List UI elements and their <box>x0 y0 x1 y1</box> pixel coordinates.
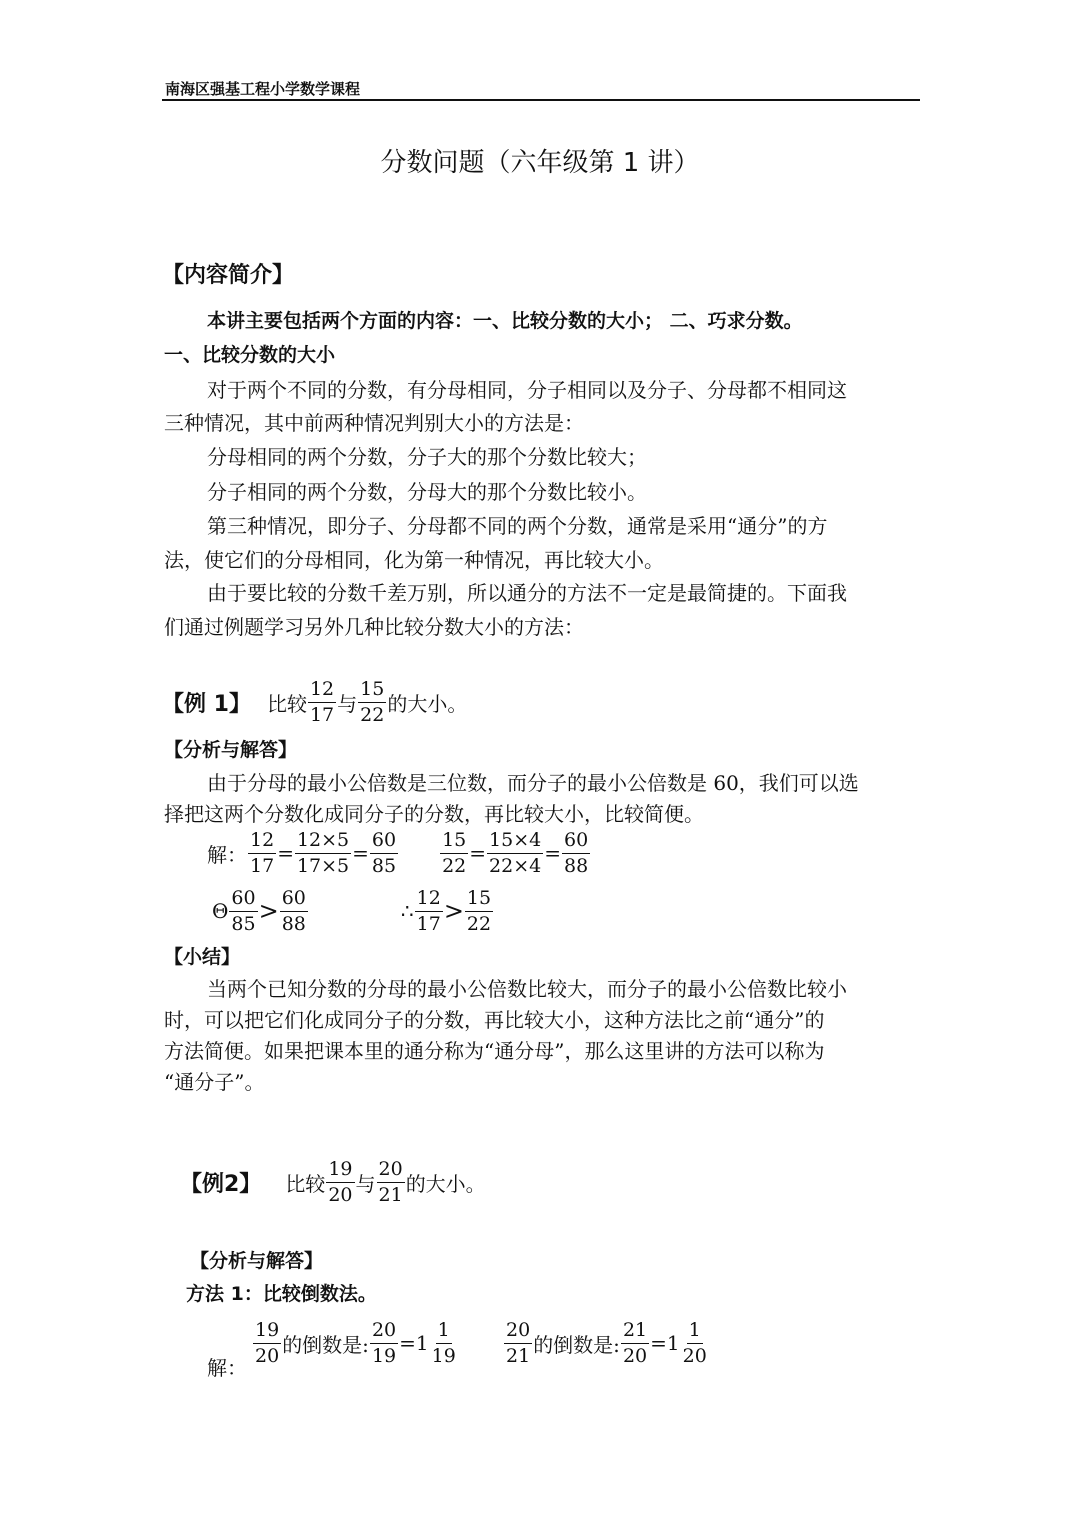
tail-text: 的大小。 <box>405 1171 486 1196</box>
fraction: $\frac{15}{22}$ <box>442 828 467 877</box>
greater-sign: > <box>443 897 464 925</box>
paragraph: 方法简便。如果把课本里的通分称为“通分母”，那么这里讲的方法可以称为 <box>164 1039 825 1063</box>
paragraph: 第三种情况，即分子、分母都不同的两个分数，通常是采用“通分”的方 <box>207 514 828 538</box>
paragraph: 择把这两个分数化成同分子的分数，再比较大小，比较简便。 <box>164 802 704 826</box>
paragraph: 法，使它们的分母相同，化为第一种情况，再比较大小。 <box>164 548 664 572</box>
paragraph: 当两个已知分数的分母的最小公倍数比较大，而分子的最小公倍数比较小 <box>207 977 847 1001</box>
fraction: $\frac{1}{20}$ <box>682 1318 707 1367</box>
solution-label: 解： <box>207 1356 247 1380</box>
fraction: $\frac{60}{88}$ <box>281 886 306 935</box>
paragraph: 们通过例题学习另外几种比较分数大小的方法： <box>164 615 584 639</box>
fraction: $\frac{12\times 5}{17\times 5}$ <box>296 828 350 877</box>
example1-analysis-heading: 【分析与解答】 <box>164 739 298 761</box>
fraction: $\frac{21}{20}$ <box>622 1318 648 1367</box>
fraction: $\frac{15\times 4}{22\times 4}$ <box>489 828 542 877</box>
fraction: $\frac{60}{85}$ <box>231 886 256 935</box>
whole-number: 1 <box>415 1331 429 1355</box>
fraction: $\frac{1}{19}$ <box>431 1318 456 1367</box>
equals-sign: = <box>544 841 561 865</box>
equals-sign: = <box>650 1331 667 1355</box>
paragraph: 由于要比较的分数千差万别，所以通分的方法不一定是最简捷的。下面我 <box>207 581 847 605</box>
reciprocal-text: 的倒数是: <box>533 1332 620 1357</box>
equals-sign: = <box>399 1331 416 1355</box>
tail-text: 的大小。 <box>387 691 468 716</box>
method1-heading: 方法 1：比较倒数法。 <box>186 1283 377 1305</box>
compare-word: 比较 <box>285 1171 326 1196</box>
equals-sign: = <box>352 841 369 865</box>
fraction: $\frac{15}{22}$ <box>466 886 492 935</box>
reciprocal-text: 的倒数是: <box>282 1332 369 1357</box>
intro-heading: 【内容简介】 <box>162 263 295 288</box>
solution-label: 解： <box>207 842 247 867</box>
fraction: $\frac{19}{20}$ <box>255 1318 280 1367</box>
paragraph: 由于分母的最小公倍数是三位数，而分子的最小公倍数是 60，我们可以选 <box>207 771 859 795</box>
header-rule <box>162 99 920 101</box>
fraction: $\frac{12}{17}$ <box>416 886 441 935</box>
reciprocal-row-1 <box>252 1318 459 1368</box>
greater-sign: > <box>258 897 279 925</box>
course-header: 南海区强基工程小学数学课程 <box>165 80 361 98</box>
paragraph: “通分子”。 <box>164 1070 265 1094</box>
therefore-symbol: ∴ <box>400 899 414 923</box>
fraction: $\frac{12}{17}$ <box>250 828 275 877</box>
example1-title <box>162 676 467 728</box>
fraction: $\frac{12}{17}$ <box>309 677 335 726</box>
compare-word: 比较 <box>266 691 307 716</box>
page-title: 分数问题（六年级第 1 讲） <box>380 148 700 178</box>
fraction: $\frac{20}{21}$ <box>378 1157 403 1206</box>
reciprocal-row-2 <box>503 1318 710 1368</box>
section1-heading: 一、比较分数的大小 <box>164 344 336 366</box>
paragraph: 时，可以把它们化成同分子的分数，再比较大小，这种方法比之前“通分”的 <box>164 1008 825 1032</box>
fraction: $\frac{60}{88}$ <box>564 828 589 877</box>
example2-analysis-heading: 【分析与解答】 <box>190 1250 324 1272</box>
example1-solution-row <box>207 828 591 878</box>
equals-sign: = <box>277 841 294 865</box>
and-word: 与 <box>337 691 358 716</box>
fraction: $\frac{60}{85}$ <box>371 828 397 877</box>
fraction: $\frac{20}{19}$ <box>371 1318 397 1367</box>
fraction: $\frac{20}{21}$ <box>506 1318 531 1367</box>
intro-summary: 本讲主要包括两个方面的内容：一、比较分数的大小； 二、巧求分数。 <box>207 310 803 332</box>
fraction: $\frac{19}{20}$ <box>328 1157 353 1206</box>
and-word: 与 <box>355 1171 376 1196</box>
example1-conclusion-row <box>212 886 494 936</box>
example2-title <box>180 1156 486 1208</box>
example2-label: 【例2】 <box>180 1171 262 1197</box>
paragraph: 分母相同的两个分数，分子大的那个分数比较大； <box>207 445 647 469</box>
whole-number: 1 <box>666 1331 680 1355</box>
equals-sign: = <box>469 841 487 865</box>
paragraph: 分子相同的两个分数，分母大的那个分数比较小。 <box>207 480 647 504</box>
summary-heading: 【小结】 <box>164 946 241 968</box>
fraction: $\frac{15}{22}$ <box>360 677 385 726</box>
example1-label: 【例 1】 <box>162 691 251 717</box>
paragraph: 对于两个不同的分数，有分母相同，分子相同以及分子、分母都不相同这 <box>207 378 847 402</box>
because-symbol: Θ <box>212 899 229 923</box>
paragraph: 三种情况，其中前两种情况判别大小的方法是： <box>164 411 584 435</box>
